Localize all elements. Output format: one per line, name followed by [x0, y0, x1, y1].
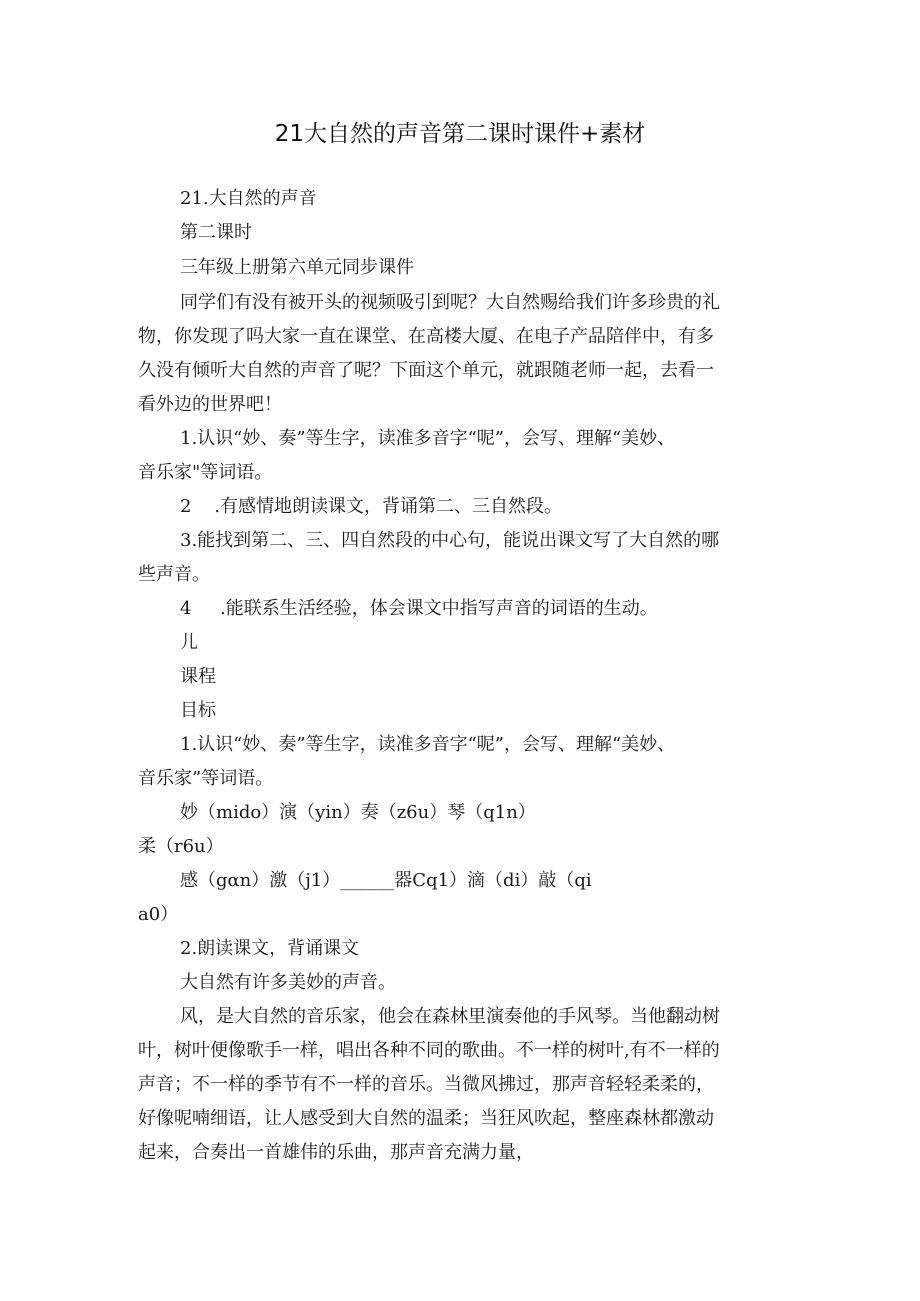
document-title: 21大自然的声音第二课时课件+素材 [274, 121, 646, 147]
text-line: 些声音。 [138, 564, 210, 585]
text-line: 2.朗读课文，背诵课文 [180, 938, 360, 959]
text-line: 起来，合奏出一首雄伟的乐曲，那声音充满力量， [138, 1142, 534, 1163]
text-line: 看外边的世界吧！ [138, 394, 282, 415]
text-line: 同学们有没有被开头的视频吸引到呢？大自然赐给我们许多珍贵的礼 [180, 292, 720, 313]
text-line: 风，是大自然的音乐家，他会在森林里演奏他的手风琴。当他翻动树 [180, 1006, 720, 1027]
text-line: 1.认识“妙、奏”等生字，读准多音字“呢”，会写、理解“美妙、 [180, 428, 676, 449]
text-line: 久没有倾听大自然的声音了呢？下面这个单元，就跟随老师一起，去看一 [138, 360, 714, 381]
text-line: 叶，树叶便像歌手一样，唱出各种不同的歌曲。不一样的树叶,有不一样的 [138, 1040, 720, 1061]
text-line: 大自然有许多美妙的声音。 [180, 972, 396, 993]
pinyin-line: 妙（mido）演（yin）奏（z6u）琴（q1n） [180, 802, 536, 823]
text-line: 1.认识“妙、奏”等生字，读准多音字“呢”，会写、理解“美妙、 [180, 734, 676, 755]
text-line: 好像呢喃细语，让人感受到大自然的温柔；当狂风吹起，整座森林都激动 [138, 1108, 714, 1129]
text-line: 目标 [180, 700, 216, 721]
text-line: 音乐家”等词语。 [138, 768, 274, 789]
text-line: 4 .能联系生活经验，体会课文中指写声音的词语的生动。 [180, 598, 658, 619]
text-line: 三年级上册第六单元同步课件 [180, 257, 414, 278]
text-line: 3.能找到第二、三、四自然段的中心句，能说出课文写了大自然的哪 [180, 530, 720, 551]
pinyin-line: 柔（r6u） [138, 836, 224, 857]
text-line: 第二课时 [180, 222, 252, 243]
text-line: 课程 [180, 666, 216, 687]
pinyin-line: 感（gαn）激（j1）______器Cq1）滴（di）敲（qi [180, 870, 592, 891]
text-line: 21.大自然的声音 [180, 188, 317, 209]
text-line: 声音；不一样的季节有不一样的音乐。当微风拂过，那声音轻轻柔柔的， [138, 1074, 714, 1095]
text-line: 音乐家"等词语。 [138, 462, 273, 483]
text-line: 2 .有感情地朗读课文，背诵第二、三自然段。 [180, 496, 563, 517]
text-line: 物，你发现了吗大家一直在课堂、在高楼大厦、在电子产品陪伴中，有多 [138, 326, 714, 347]
text-line: 儿 [180, 632, 198, 653]
pinyin-line: a0） [138, 904, 179, 925]
